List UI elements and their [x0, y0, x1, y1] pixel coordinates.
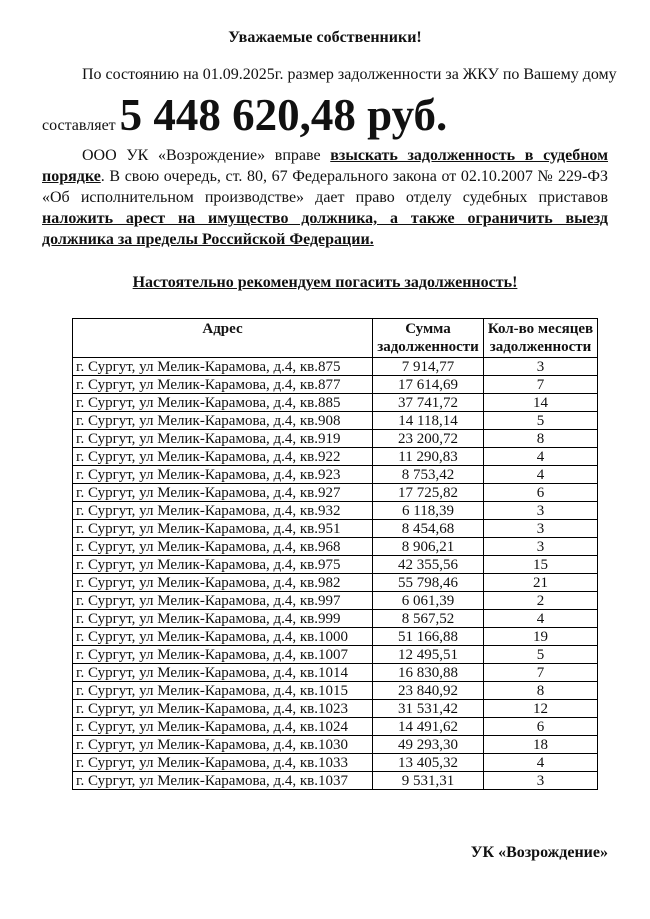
cell-months: 4 [484, 610, 598, 628]
cell-sum: 37 741,72 [373, 394, 484, 412]
cell-months: 7 [484, 664, 598, 682]
cell-months: 5 [484, 412, 598, 430]
cell-address: г. Сургут, ул Мелик-Карамова, д.4, кв.1024 [73, 718, 373, 736]
legal-text-part1: ООО УК «Возрождение» вправе [82, 147, 331, 164]
cell-address: г. Сургут, ул Мелик-Карамова, д.4, кв.951 [73, 520, 373, 538]
debt-table-body [73, 358, 598, 790]
cell-months: 14 [484, 394, 598, 412]
cell-sum: 12 495,51 [373, 646, 484, 664]
cell-address: г. Сургут, ул Мелик-Карамова, д.4, кв.923 [73, 466, 373, 484]
cell-address: г. Сургут, ул Мелик-Карамова, д.4, кв.1014 [73, 664, 373, 682]
cell-sum: 49 293,30 [373, 736, 484, 754]
cell-sum: 14 491,62 [373, 718, 484, 736]
cell-sum: 8 753,42 [373, 466, 484, 484]
cell-months: 3 [484, 502, 598, 520]
legal-text-part2: . В свою очередь, ст. 80, 67 Федерального закона от 02.10.2007 № 229-ФЗ «Об исполнительном производстве» дает право отделу судебных приставов [42, 168, 608, 206]
cell-address: г. Сургут, ул Мелик-Карамова, д.4, кв.1000 [73, 628, 373, 646]
cell-months: 3 [484, 520, 598, 538]
cell-address: г. Сургут, ул Мелик-Карамова, д.4, кв.982 [73, 574, 373, 592]
legal-text-bold1: взыскать задолженность в судебном порядке [42, 147, 609, 185]
footer-signature: УК «Возрождение» [470, 844, 608, 861]
table-row [73, 430, 598, 448]
table-row [73, 628, 598, 646]
table-row [73, 502, 598, 520]
table-row [73, 412, 598, 430]
cell-sum: 7 914,77 [373, 358, 484, 376]
cell-address: г. Сургут, ул Мелик-Карамова, д.4, кв.908 [73, 412, 373, 430]
cell-address: г. Сургут, ул Мелик-Карамова, д.4, кв.1015 [73, 682, 373, 700]
table-row [73, 556, 598, 574]
table-row [73, 718, 598, 736]
cell-address: г. Сургут, ул Мелик-Карамова, д.4, кв.877 [73, 376, 373, 394]
table-row [73, 610, 598, 628]
cell-address: г. Сургут, ул Мелик-Карамова, д.4, кв.999 [73, 610, 373, 628]
table-row [73, 538, 598, 556]
header-months: Кол-во месяцев задолженности [484, 319, 598, 358]
cell-sum: 23 200,72 [373, 430, 484, 448]
cell-sum: 23 840,92 [373, 682, 484, 700]
cell-months: 6 [484, 484, 598, 502]
table-row [73, 358, 598, 376]
header-address: Адрес [73, 319, 373, 358]
cell-address: г. Сургут, ул Мелик-Карамова, д.4, кв.1030 [73, 736, 373, 754]
table-row [73, 520, 598, 538]
table-row [73, 664, 598, 682]
cell-address: г. Сургут, ул Мелик-Карамова, д.4, кв.875 [73, 358, 373, 376]
table-row [73, 484, 598, 502]
cell-months: 3 [484, 358, 598, 376]
amount-prefix: составляет [42, 117, 116, 134]
cell-address: г. Сургут, ул Мелик-Карамова, д.4, кв.997 [73, 592, 373, 610]
cell-address: г. Сургут, ул Мелик-Карамова, д.4, кв.919 [73, 430, 373, 448]
table-row [73, 574, 598, 592]
cell-sum: 13 405,32 [373, 754, 484, 772]
cell-address: г. Сургут, ул Мелик-Карамова, д.4, кв.1033 [73, 754, 373, 772]
header-sum: Сумма задолженности [373, 319, 484, 358]
cell-months: 4 [484, 754, 598, 772]
cell-months: 8 [484, 682, 598, 700]
cell-address: г. Сургут, ул Мелик-Карамова, д.4, кв.932 [73, 502, 373, 520]
cell-months: 3 [484, 772, 598, 790]
cell-months: 15 [484, 556, 598, 574]
cell-sum: 51 166,88 [373, 628, 484, 646]
cell-sum: 17 725,82 [373, 484, 484, 502]
table-row [73, 754, 598, 772]
table-row [73, 646, 598, 664]
recommendation-line: Настоятельно рекомендуем погасить задолженность! [132, 274, 518, 291]
cell-months: 12 [484, 700, 598, 718]
cell-months: 4 [484, 448, 598, 466]
cell-sum: 42 355,56 [373, 556, 484, 574]
table-row [73, 466, 598, 484]
table-row [73, 736, 598, 754]
table-row [73, 592, 598, 610]
table-row [73, 772, 598, 790]
cell-address: г. Сургут, ул Мелик-Карамова, д.4, кв.1037 [73, 772, 373, 790]
table-row [73, 700, 598, 718]
legal-paragraph [42, 145, 608, 250]
cell-months: 2 [484, 592, 598, 610]
cell-sum: 8 906,21 [373, 538, 484, 556]
cell-months: 21 [484, 574, 598, 592]
cell-sum: 6 118,39 [373, 502, 484, 520]
cell-address: г. Сургут, ул Мелик-Карамова, д.4, кв.885 [73, 394, 373, 412]
cell-address: г. Сургут, ул Мелик-Карамова, д.4, кв.927 [73, 484, 373, 502]
document-title: Уважаемые собственники! [228, 29, 422, 46]
cell-address: г. Сургут, ул Мелик-Карамова, д.4, кв.922 [73, 448, 373, 466]
table-row [73, 394, 598, 412]
table-row [73, 376, 598, 394]
cell-months: 7 [484, 376, 598, 394]
cell-address: г. Сургут, ул Мелик-Карамова, д.4, кв.1023 [73, 700, 373, 718]
cell-months: 4 [484, 466, 598, 484]
intro-line: По состоянию на 01.09.2025г. размер задолженности за ЖКУ по Вашему дому [82, 66, 617, 83]
cell-sum: 6 061,39 [373, 592, 484, 610]
cell-address: г. Сургут, ул Мелик-Карамова, д.4, кв.968 [73, 538, 373, 556]
table-row [73, 448, 598, 466]
debt-amount: 5 448 620,48 руб. [119, 90, 448, 140]
cell-sum: 31 531,42 [373, 700, 484, 718]
cell-sum: 17 614,69 [373, 376, 484, 394]
cell-months: 19 [484, 628, 598, 646]
cell-sum: 14 118,14 [373, 412, 484, 430]
cell-sum: 8 567,52 [373, 610, 484, 628]
cell-months: 5 [484, 646, 598, 664]
cell-sum: 11 290,83 [373, 448, 484, 466]
legal-text-bold2: наложить арест на имущество должника, а также ограничить выезд должника за пределы Российской Федерации. [42, 210, 608, 248]
cell-sum: 16 830,88 [373, 664, 484, 682]
debt-table-header [73, 319, 598, 358]
cell-sum: 55 798,46 [373, 574, 484, 592]
cell-sum: 8 454,68 [373, 520, 484, 538]
cell-address: г. Сургут, ул Мелик-Карамова, д.4, кв.1007 [73, 646, 373, 664]
cell-sum: 9 531,31 [373, 772, 484, 790]
table-row [73, 682, 598, 700]
debt-amount-line [42, 89, 608, 141]
cell-months: 18 [484, 736, 598, 754]
cell-months: 8 [484, 430, 598, 448]
cell-address: г. Сургут, ул Мелик-Карамова, д.4, кв.975 [73, 556, 373, 574]
debt-table [72, 318, 598, 790]
cell-months: 3 [484, 538, 598, 556]
cell-months: 6 [484, 718, 598, 736]
